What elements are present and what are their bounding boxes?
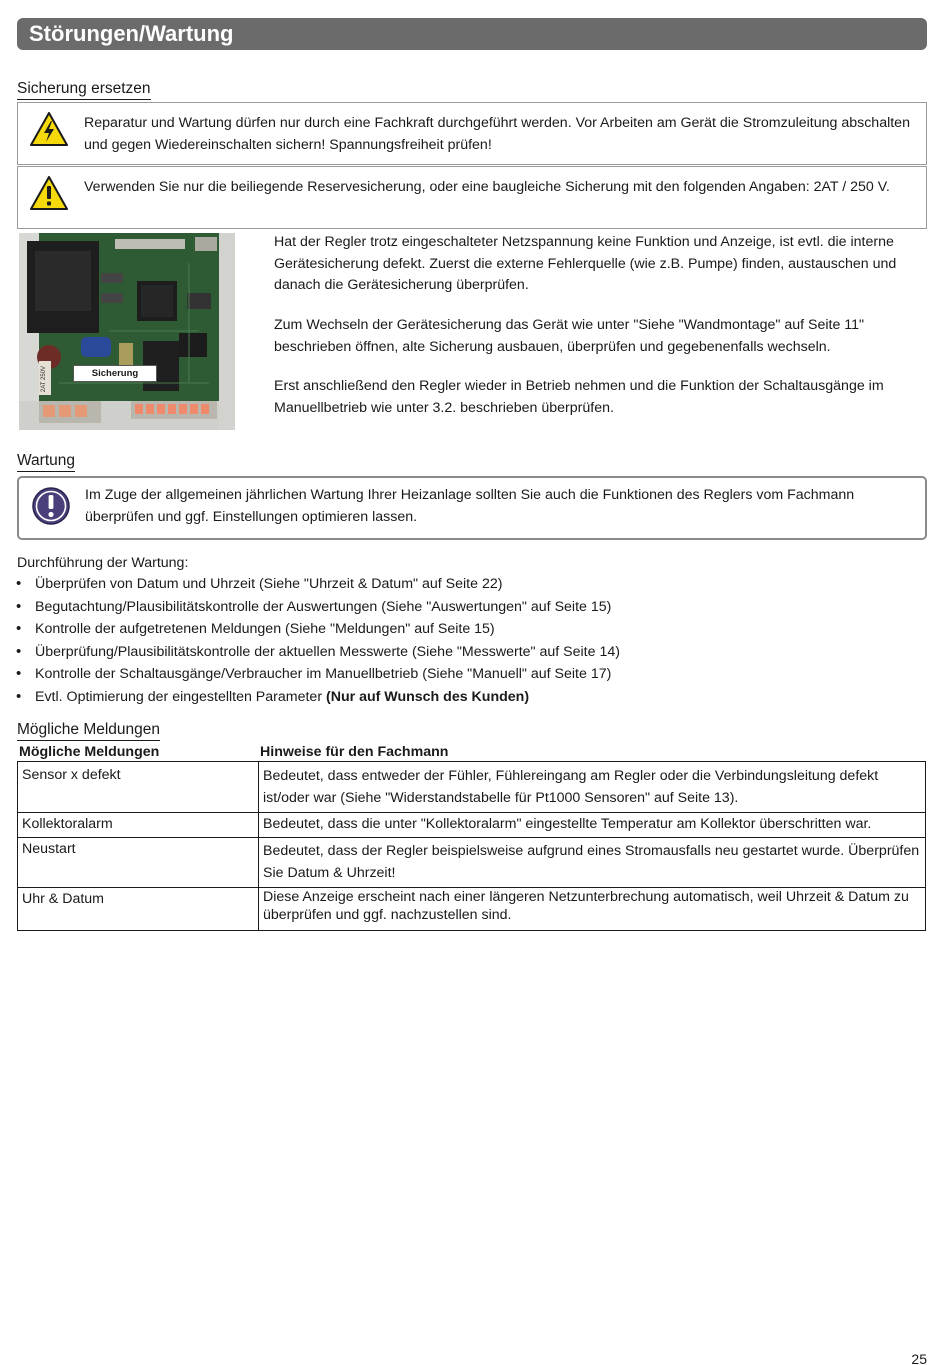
messages-table	[17, 761, 926, 931]
table-row	[18, 838, 926, 888]
list-item: • Überprüfung/Plausibilitätskontrolle der aktuellen Messwerte (Siehe "Messwerte" auf Seite 14)	[16, 641, 916, 664]
list-item-bold-note: (Nur auf Wunsch des Kunden)	[325, 688, 530, 705]
message-hint: Diese Anzeige erscheint nach einer längeren Netzunterbrechung automatisch, weil Uhrzeit & Datum zu überprüfen und ggf. nachzustellen sind.	[259, 888, 926, 931]
fuse-paragraph-2: Zum Wechseln der Gerätesicherung das Gerät wie unter "Siehe "Wandmontage" auf Seite 11" beschrieben öffnen, alte Sicherung ausbauen, überprüfen und gegebenenfalls wechseln.	[274, 317, 865, 355]
message-hint: Bedeutet, dass die unter "Kollektoralarm" eingestellte Temperatur am Kollektor überschritten war.	[259, 813, 926, 838]
list-item: • Überprüfen von Datum und Uhrzeit (Siehe "Uhrzeit & Datum" auf Seite 22)	[16, 573, 916, 596]
table-header-hints: Hinweise für den Fachmann	[260, 744, 449, 760]
list-item-text: Evtl. Optimierung der eingestellten Parameter	[35, 688, 326, 705]
info-box-maintenance	[17, 476, 927, 540]
maintenance-info-text: Im Zuge der allgemeinen jährlichen Wartung Ihrer Heizanlage sollten Sie auch die Funktionen des Reglers vom Fachmann überprüfen und ggf. Einstellungen optimieren lassen.	[85, 487, 855, 525]
list-item: • Kontrolle der Schaltausgänge/Verbraucher im Manuellbetrieb (Siehe "Manuell" auf Seite 17)	[16, 663, 916, 686]
warning-icon	[30, 176, 68, 210]
warning-text-electrical: Reparatur und Wartung dürfen nur durch eine Fachkraft durchgeführt werden. Vor Arbeiten am Gerät die Stromzuleitung abschalten und gegen Wiedereinschalten sichern! Spannungsfreiheit prüfen!	[84, 115, 910, 153]
table-row	[18, 762, 926, 813]
fuse-paragraph-1: Hat der Regler trotz eingeschalteter Netzspannung keine Funktion und Anzeige, ist evtl. die interne Gerätesicherung defekt. Zuerst die externe Fehlerquelle (wie z.B. Pumpe) finden, austauschen und danach die Gerätesicherung überprüfen.	[274, 234, 897, 293]
page-number: 25	[911, 1351, 927, 1365]
warning-box-electrical	[17, 102, 927, 165]
table-header-messages: Mögliche Meldungen	[19, 744, 160, 760]
exclamation-info-icon	[31, 486, 71, 526]
message-name: Uhr & Datum	[18, 888, 259, 931]
warning-text-fuse: Verwenden Sie nur die beiliegende Reservesicherung, oder eine baugleiche Sicherung mit den folgenden Angaben: 2AT / 250 V.	[84, 179, 890, 195]
fuse-callout-label: Sicherung	[73, 365, 157, 382]
page-title: Störungen/Wartung	[17, 18, 927, 50]
circuit-board-photo	[19, 233, 235, 430]
fuse-marking: 2AT 250V	[41, 365, 47, 393]
message-name: Sensor x defekt	[18, 762, 259, 813]
warning-box-fuse	[17, 166, 927, 229]
message-name: Kollektoralarm	[18, 813, 259, 838]
list-item	[16, 686, 916, 709]
section-heading-meldungen: Mögliche Meldungen	[17, 721, 160, 741]
section-heading-sicherung: Sicherung ersetzen	[17, 80, 151, 100]
maintenance-intro: Durchführung der Wartung:	[17, 555, 189, 571]
high-voltage-warning-icon	[30, 112, 68, 146]
table-row	[18, 888, 926, 931]
table-row	[18, 813, 926, 838]
maintenance-checklist	[16, 573, 916, 709]
fuse-paragraph-3: Erst anschließend den Regler wieder in Betrieb nehmen und die Funktion der Schaltausgänge im Manuellbetrieb wie unter 3.2. beschrieben überprüfen.	[274, 378, 884, 416]
message-name: Neustart	[18, 838, 259, 888]
list-item: • Kontrolle der aufgetretenen Meldungen (Siehe "Meldungen" auf Seite 15)	[16, 618, 916, 641]
message-hint: Bedeutet, dass entweder der Fühler, Fühlereingang am Regler oder die Verbindungsleitung defekt ist/oder war (Siehe "Widerstandstabelle für Pt1000 Sensoren" auf Seite 13).	[259, 762, 926, 813]
message-hint: Bedeutet, dass der Regler beispielsweise aufgrund eines Stromausfalls neu gestartet wurde. Überprüfen Sie Datum & Uhrzeit!	[259, 838, 926, 888]
section-heading-wartung: Wartung	[17, 452, 75, 472]
list-item: • Begutachtung/Plausibilitätskontrolle der Auswertungen (Siehe "Auswertungen" auf Seite 15)	[16, 596, 916, 619]
